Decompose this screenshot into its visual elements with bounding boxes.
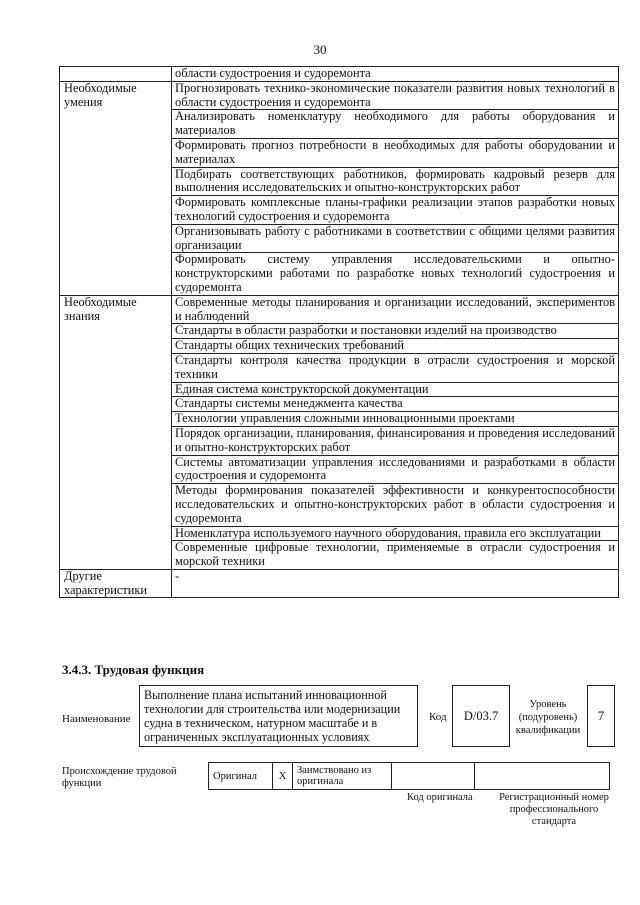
reg-number-label: Регистрационный номер профессионального стандарта (499, 792, 609, 827)
table-cell: Формировать прогноз потребности в необходимых для работы оборудовании и материалах (172, 138, 619, 167)
table-cell: Анализировать номенклатуру необходимого для работы оборудования и материалов (172, 110, 619, 139)
table-cell: Организовывать работу с работниками в соответствии с общими целями развития организации (172, 224, 619, 253)
original-cell: Оригинал (209, 763, 273, 790)
table-cell: Единая система конструкторской документации (172, 382, 619, 397)
table-cell: Технологии управления сложными инновационными проектами (172, 412, 619, 427)
table-cell: Стандарты общих технических требований (172, 339, 619, 354)
table-cell: Формировать комплексные планы-графики реализации этапов разработки новых технологий судостроения и судоремонта (172, 196, 619, 225)
table-cell: Системы автоматизации управления исследованиями и разработками в области судостроения и судоремонта (172, 455, 619, 484)
row-label: Другие характеристики (60, 569, 172, 598)
table-cell: Порядок организации, планирования, финансирования и проведения исследований и опытно-конструкторских работ (172, 426, 619, 455)
row-label: Необходимые умения (60, 81, 172, 295)
row-label: Необходимые знания (60, 295, 172, 569)
table-row (60, 569, 619, 598)
section-title: 3.4.3. Трудовая функция (62, 662, 205, 677)
table-cell: Прогнозировать технико-экономические показатели развития новых технологий в области судостроения и судоремонта (172, 81, 619, 110)
row-label-empty (60, 67, 172, 82)
origin-label: Происхождение трудовой функции (62, 766, 177, 789)
borrowed-cell: Заимствовано из оригинала (293, 763, 392, 790)
function-code-label: Код (429, 711, 447, 723)
qualification-level-field: 7 (587, 685, 615, 747)
skills-knowledge-table (59, 66, 619, 598)
function-name-label: Наименование (62, 713, 131, 725)
table-cell: - (172, 569, 619, 598)
table-row (209, 763, 610, 790)
table-body (60, 67, 619, 598)
table-row (60, 67, 619, 82)
table-cell: области судостроения и судоремонта (172, 67, 619, 82)
function-name-field: Выполнение плана испытаний инновационной технологии для строительства или модернизации судна в техническом, натурном масштабе и в ограниченных эксплуатационных условиях (139, 685, 418, 747)
table-cell: Современные методы планирования и организации исследований, экспериментов и наблюдений (172, 295, 619, 324)
code-original-label: Код оригинала (407, 792, 473, 803)
code-original-cell (392, 763, 475, 790)
page-number: 30 (313, 42, 327, 57)
function-code-field: D/03.7 (452, 685, 510, 747)
table-cell: Номенклатура используемого научного оборудования, правила его эксплуатации (172, 526, 619, 541)
table-cell: Подбирать соответствующих работников, формировать кадровый резерв для выполнения исследовательских и опытно-конструкторских работ (172, 167, 619, 196)
qualification-level-label: Уровень (подуровень) квалификации (515, 699, 581, 736)
table-cell: Стандарты контроля качества продукции в отрасли судостроения и морской техники (172, 353, 619, 382)
reg-number-cell (475, 763, 610, 790)
table-cell: Стандарты системы менеджмента качества (172, 397, 619, 412)
table-cell: Формировать систему управления исследовательскими и опытно-конструкторскими работами по разработке новых технологий судостроения и судоремонта (172, 253, 619, 295)
origin-table (208, 762, 610, 790)
table-row (60, 81, 619, 110)
table-cell: Методы формирования показателей эффективности и конкурентоспособности исследовательских и опытно-конструкторских работ в области судостроения и судоремонта (172, 484, 619, 526)
table-cell: Стандарты в области разработки и постановки изделий на производство (172, 324, 619, 339)
original-mark: X (273, 763, 293, 790)
table-cell: Современные цифровые технологии, применяемые в отрасли судостроения и морской техники (172, 541, 619, 570)
table-row (60, 295, 619, 324)
